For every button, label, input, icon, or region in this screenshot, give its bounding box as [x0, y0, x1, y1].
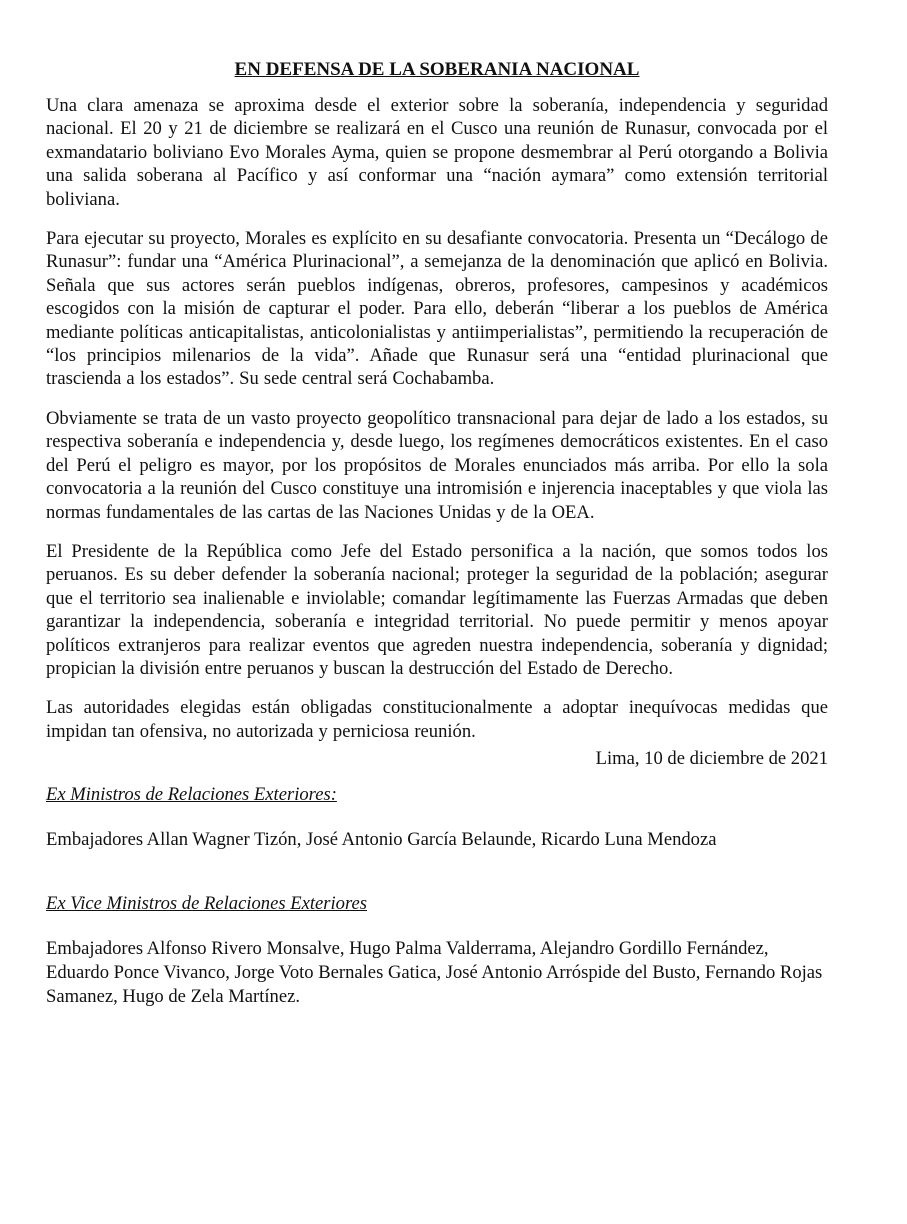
- document-body: [46, 94, 828, 743]
- signatories-section: [46, 783, 828, 1009]
- signatory-names: Embajadores Allan Wagner Tizón, José Antonio García Belaunde, Ricardo Luna Mendoza: [46, 829, 717, 851]
- signatory-group-heading: Ex Vice Ministros de Relaciones Exteriores: [46, 893, 367, 915]
- document-page: [46, 58, 828, 1049]
- paragraph: Obviamente se trata de un vasto proyecto geopolítico transnacional para dejar de lado a los estados, su respectiva soberanía e independencia y, desde luego, los regímenes democráticos existentes. En el caso del Perú el peligro es mayor, por los propósitos de Morales enunciados más arriba. Por ello la sola convocatoria a la reunión del Cusco constituye una intromisión e injerencia inaceptables y que viola las normas fundamentales de las cartas de las Naciones Unidas y de la OEA.: [46, 407, 828, 523]
- paragraph: El Presidente de la República como Jefe del Estado personifica a la nación, que somos todos los peruanos. Es su deber defender la soberanía nacional; proteger la seguridad de la población; asegurar que el territorio sea inalienable e inviolable; comandar legítimamente las Fuerzas Armadas que deben garantizar la independencia, soberanía e integridad territorial. No puede permitir y menos apoyar políticos extranjeros para realizar eventos que agreden nuestra independencia, soberanía y dignidad; propician la división entre peruanos y buscan la destrucción del Estado de Derecho.: [46, 540, 828, 679]
- signatory-group-heading: Ex Ministros de Relaciones Exteriores:: [46, 784, 337, 806]
- paragraph: Las autoridades elegidas están obligadas constitucionalmente a adoptar inequívocas medidas que impidan tan ofensiva, no autorizada y perniciosa reunión.: [46, 697, 828, 742]
- paragraph: Una clara amenaza se aproxima desde el exterior sobre la soberanía, independencia y seguridad nacional. El 20 y 21 de diciembre se realizará en el Cusco una reunión de Runasur, convocada por el exmandatario boliviano Evo Morales Ayma, quien se propone desmembrar al Perú otorgando a Bolivia una salida soberana al Pacífico y así conformar una “nación aymara” como extensión territorial boliviana.: [46, 95, 828, 210]
- paragraph: Para ejecutar su proyecto, Morales es explícito en su desafiante convocatoria. Presenta un “Decálogo de Runasur”: fundar una “América Plurinacional”, a semejanza de la denominación que aplicó en Bolivia. Señala que sus actores serán pueblos indígenas, obreros, profesores, campesinos y académicos escogidos con la misión de capturar el poder. Para ello, deberán “liberar a los pueblos de América mediante políticas anticapitalistas, anticolonialistas y antiimperialistas”, permitiendo la recuperación de “los principios milenarios de la vida”. Añade que Runasur será una “entidad plurinacional que trascienda a los estados”. Su sede central será Cochabamba.: [46, 228, 828, 390]
- document-title: EN DEFENSA DE LA SOBERANIA NACIONAL: [234, 59, 640, 80]
- signatory-names: Embajadores Alfonso Rivero Monsalve, Hugo Palma Valderrama, Alejandro Gordillo Fernández, Eduardo Ponce Vivanco, Jorge Voto Bernales Gatica, José Antonio Arróspide del Busto, Fernando Rojas Samanez, Hugo de Zela Martínez.: [46, 938, 823, 1008]
- dateline: Lima, 10 de diciembre de 2021: [595, 748, 828, 770]
